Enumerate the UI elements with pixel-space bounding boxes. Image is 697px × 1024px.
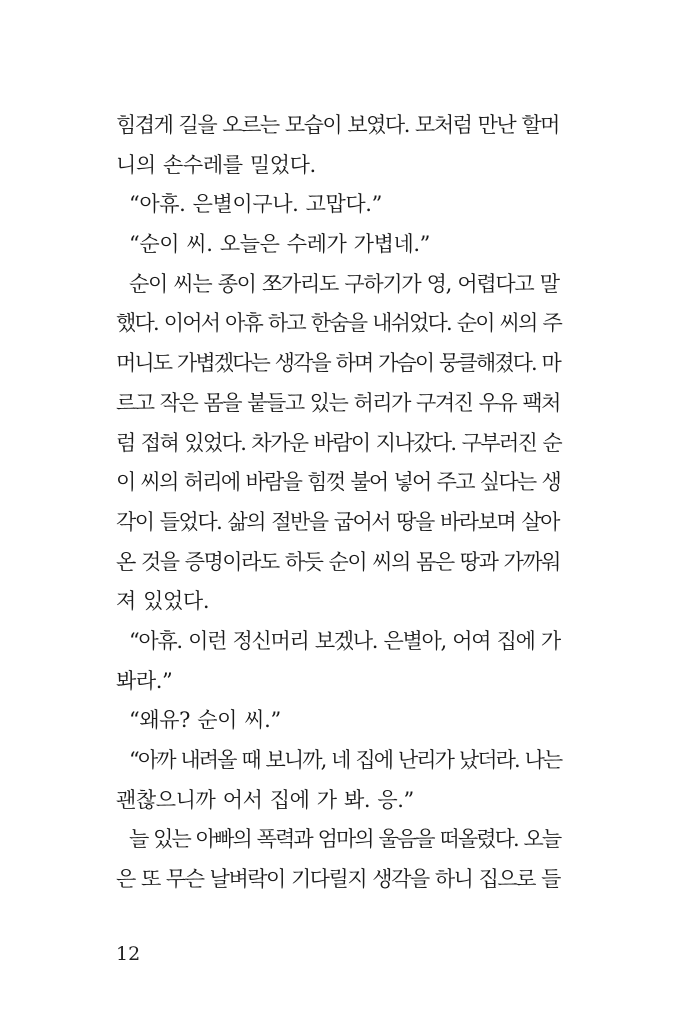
text-line: “아까 내려올 때 보니까, 네 집에 난리가 났더라. 나는	[129, 748, 562, 772]
text-line: 봐라.”	[116, 668, 173, 693]
text-line: 머니도 가볍겠다는 생각을 하며 가슴이 뭉클해졌다. 마	[116, 351, 560, 376]
text-line: 순이 씨는 종이 쪼가리도 구하기가 영, 어렵다고 말	[129, 271, 559, 296]
page-number: 12	[116, 943, 141, 965]
text-line: 했다. 이어서 아휴 하고 한숨을 내쉬었다. 순이 씨의 주	[116, 311, 561, 336]
text-line: 져 있었다.	[116, 589, 210, 614]
body-text	[116, 106, 561, 900]
text-line: 럼 접혀 있었다. 차가운 바람이 지나갔다. 구부러진 순	[116, 430, 562, 455]
text-line: 은 또 무슨 날벼락이 기다릴지 생각을 하니 집으로 들	[116, 867, 560, 892]
text-line: 온 것을 증명이라도 하듯 순이 씨의 몸은 땅과 가까워	[116, 549, 560, 574]
text-line: 각이 들었다. 삶의 절반을 굽어서 땅을 바라보며 살아	[116, 509, 559, 534]
text-line: 니의 손수레를 밀었다.	[116, 152, 316, 177]
text-line: “왜유? 순이 씨.”	[129, 708, 281, 733]
text-line: “순이 씨. 오늘은 수레가 가볍네.”	[129, 232, 430, 257]
text-line: 힘겹게 길을 오르는 모습이 보였다. 모처럼 만난 할머	[116, 113, 559, 137]
text-line: 괜찮으니까 어서 집에 가 봐. 응.”	[116, 787, 414, 812]
text-line: “아휴. 이런 정신머리 보겠나. 은별아, 어여 집에 가	[129, 628, 560, 653]
text-line: 이 씨의 허리에 바람을 힘껏 불어 넣어 주고 싶다는 생	[116, 470, 561, 495]
text-line: “아휴. 은별이구나. 고맙다.”	[129, 192, 382, 217]
text-line: 늘 있는 아빠의 폭력과 엄마의 울음을 떠올렸다. 오늘	[129, 827, 561, 852]
text-line: 르고 작은 몸을 붙들고 있는 허리가 구겨진 우유 팩처	[116, 390, 560, 415]
